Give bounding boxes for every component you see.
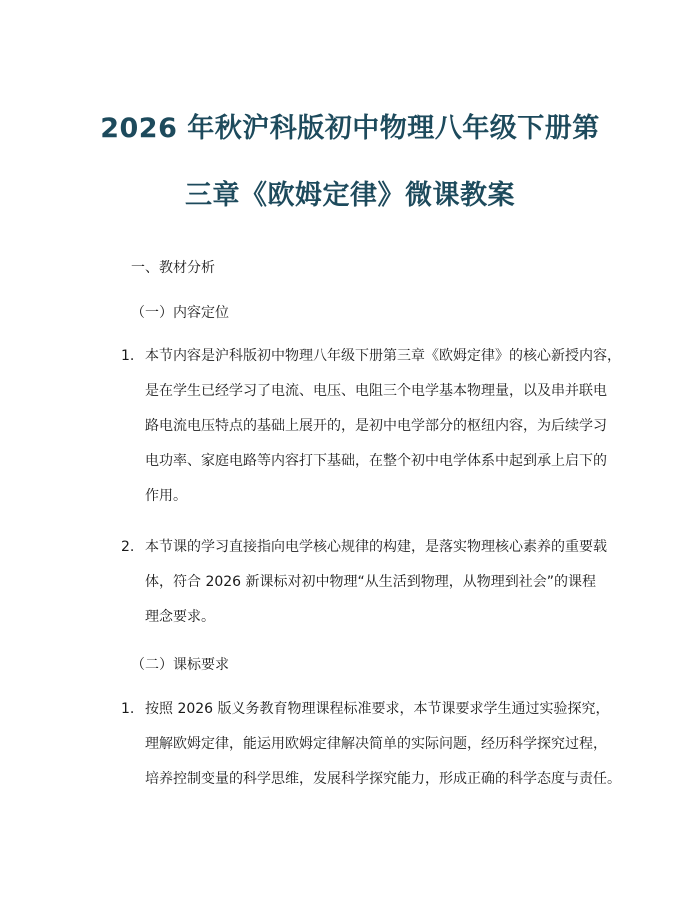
list-item-number: 1. <box>121 348 135 364</box>
list-item-line: 按照 2026 版义务教育物理课程标准要求，本节课要求学生通过实验探究， <box>145 701 610 717</box>
section-heading-textbook-analysis: 一、教材分析 <box>131 260 215 276</box>
list-item-line: 本节课的学习直接指向电学核心规律的构建，是落实物理核心素养的重要载 <box>145 539 607 555</box>
list-item-number: 1. <box>121 701 135 717</box>
document-title-line-1: 2026 年秋沪科版初中物理八年级下册第 <box>100 113 600 144</box>
list-item-line: 体，符合 2026 新课标对初中物理“从生活到物理，从物理到社会”的课程 <box>145 574 597 590</box>
list-item-number: 2. <box>121 539 135 555</box>
subsection-heading-curriculum-requirements: （二）课标要求 <box>131 657 229 673</box>
list-item-line: 理念要求。 <box>145 609 215 625</box>
list-item-line: 本节内容是沪科版初中物理八年级下册第三章《欧姆定律》的核心新授内容， <box>145 348 621 364</box>
document-title-line-2: 三章《欧姆定律》微课教案 <box>185 180 515 211</box>
list-item-line: 培养控制变量的科学思维，发展科学探究能力，形成正确的科学态度与责任。 <box>145 771 621 787</box>
list-item-line: 电功率、家庭电路等内容打下基础，在整个初中电学体系中起到承上启下的 <box>145 453 607 469</box>
list-item-line: 作用。 <box>145 488 187 504</box>
list-item-line: 是在学生已经学习了电流、电压、电阻三个电学基本物理量，以及串并联电 <box>145 383 607 399</box>
subsection-heading-content-position: （一）内容定位 <box>131 305 229 321</box>
list-item-line: 路电流电压特点的基础上展开的，是初中电学部分的枢纽内容，为后续学习 <box>145 418 607 434</box>
list-item-line: 理解欧姆定律，能运用欧姆定律解决简单的实际问题，经历科学探究过程， <box>145 736 607 752</box>
